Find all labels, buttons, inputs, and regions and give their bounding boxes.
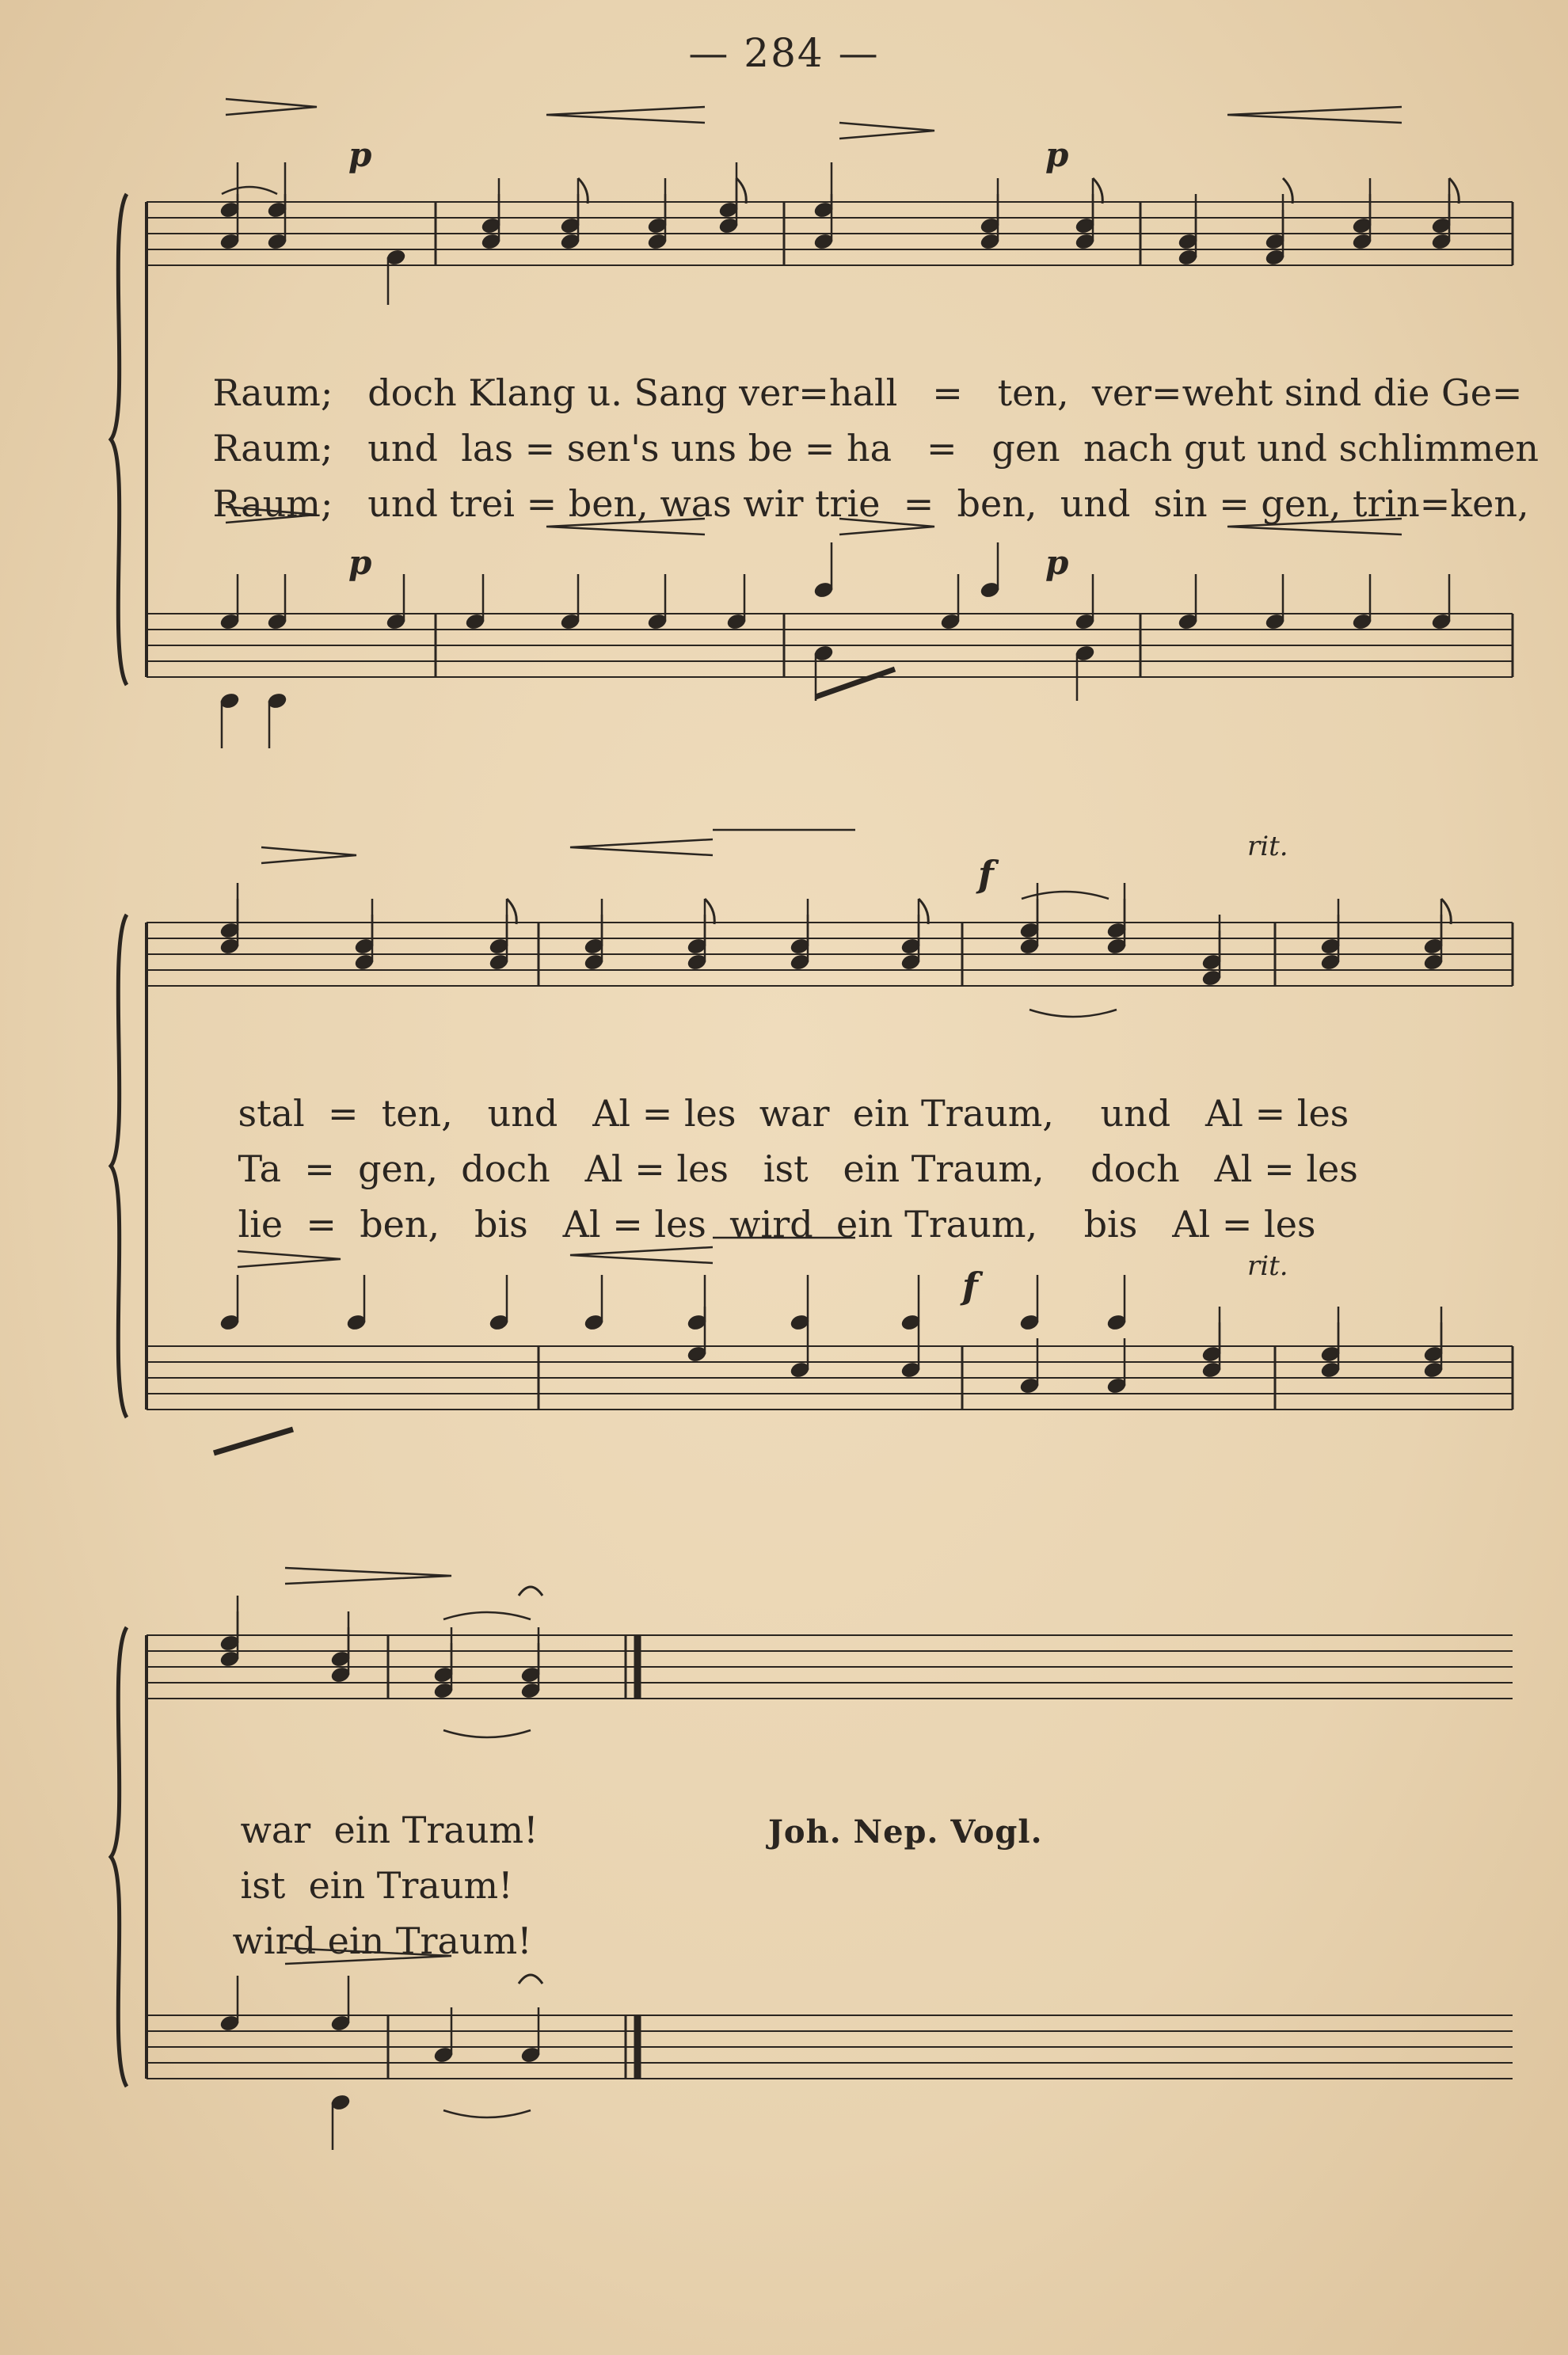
forte-mark: f (978, 853, 994, 896)
lyric-syllable: Raum; (212, 482, 333, 525)
lyric-syllable: und (367, 482, 438, 525)
lyric-syllable: u. (587, 371, 622, 414)
lyric-syllable: = (641, 1092, 673, 1135)
lyric-syllable: schlimmen (1338, 427, 1539, 470)
lyric-syllable: = (804, 427, 835, 470)
lyric-syllable: Al (562, 1203, 601, 1246)
piano-mark: p (1045, 135, 1069, 174)
lyric-syllable: gen, (1261, 482, 1342, 525)
lyric-syllable: wir (743, 482, 804, 525)
lyric-line (192, 1160, 1316, 1288)
decrescendo-hairpin (261, 847, 356, 863)
tie (443, 1730, 531, 1737)
lyric-syllable: ben, (957, 482, 1037, 525)
lyric-syllable: Traum! (376, 1864, 513, 1907)
lyric-syllable: = (903, 482, 934, 525)
lyric-syllable: ha (847, 427, 892, 470)
lyric-syllable: doch (1090, 1147, 1180, 1190)
lyric-syllable: Traum, (911, 1147, 1045, 1190)
lyric-syllable: nach (1083, 427, 1173, 470)
note-flag (919, 899, 928, 924)
lyric-syllable: Al (1205, 1092, 1243, 1135)
lyric-syllable: stal (238, 1092, 305, 1135)
lyric-syllable: ein (852, 1092, 910, 1135)
lyric-syllable: ver=hall (739, 371, 898, 414)
rit-mark: rit. (1247, 831, 1288, 862)
crescendo-hairpin (1227, 107, 1402, 123)
lyric-syllable: = (304, 1147, 335, 1190)
lyric-syllable: trie (815, 482, 881, 525)
lyric-syllable: Raum; (212, 371, 333, 414)
lyric-syllable: Traum! (402, 1809, 539, 1851)
lyric-line (186, 1877, 532, 2005)
lyric-syllable: Klang (468, 371, 576, 414)
lyric-syllable: Al (1172, 1203, 1211, 1246)
lyric-syllable: doch (367, 371, 457, 414)
forte-mark: f (962, 1265, 978, 1307)
lyric-syllable: ein (308, 1864, 366, 1907)
lyric-syllable: Sang (634, 371, 728, 414)
note-flag (1283, 178, 1292, 204)
lyric-syllable: Ta (238, 1147, 282, 1190)
lyric-syllable: Al (584, 1147, 623, 1190)
decrescendo-hairpin (839, 123, 934, 139)
lyric-syllable: und (487, 1092, 558, 1135)
lyric-syllable: gen, (358, 1147, 439, 1190)
lyric-syllable: = (1221, 1203, 1253, 1246)
note-flag (1441, 899, 1451, 924)
tie (1029, 1010, 1117, 1017)
lyric-syllable: ten, (997, 371, 1069, 414)
system-brace (111, 194, 127, 685)
crescendo-hairpin (570, 839, 713, 855)
lyric-syllable: Traum, (904, 1203, 1038, 1246)
lyric-syllable: = (526, 482, 558, 525)
lyric-syllable: be (748, 427, 794, 470)
note-flag (1093, 178, 1102, 204)
lyric-syllable: ver=weht (1091, 371, 1273, 414)
lyric-syllable: und (1060, 482, 1131, 525)
lyric-syllable: und (367, 427, 438, 470)
lyric-syllable: ist (240, 1864, 286, 1907)
lyric-syllable: war (240, 1809, 311, 1851)
lyric-syllable: ist (763, 1147, 809, 1190)
beam (214, 1429, 293, 1453)
lyric-syllable: = (634, 1147, 665, 1190)
lyric-syllable: Ge= (1441, 371, 1523, 414)
tie (443, 2110, 531, 2117)
lyric-syllable: sin (1153, 482, 1208, 525)
lyric-syllable: les (683, 1092, 736, 1135)
note-flag (1449, 178, 1459, 204)
tie (443, 1612, 531, 1619)
decrescendo-hairpin (226, 99, 317, 115)
lyric-syllable: les (1306, 1147, 1358, 1190)
lyric-syllable: wird (232, 1919, 317, 1962)
note-flag (578, 178, 588, 204)
lyric-syllable: die (1372, 371, 1430, 414)
lyric-syllable: war (759, 1092, 830, 1135)
lyric-syllable: les (1263, 1203, 1316, 1246)
lyric-syllable: Traum! (395, 1919, 532, 1962)
lyric-syllable: ein (843, 1147, 900, 1190)
lyric-syllable: les (676, 1147, 729, 1190)
lyric-syllable: = (524, 427, 556, 470)
lyric-line (166, 439, 1529, 568)
lyric-syllable: = (327, 1092, 359, 1135)
decrescendo-hairpin (285, 1568, 451, 1584)
note-flag (705, 899, 714, 924)
lyric-syllable: = (1219, 482, 1250, 525)
lyric-syllable: les (654, 1203, 706, 1246)
lyric-syllable: sind (1284, 371, 1362, 414)
lyric-syllable: les (1296, 1092, 1349, 1135)
lyric-syllable: lie (238, 1203, 284, 1246)
lyric-syllable: Raum; (212, 427, 333, 470)
tie (1022, 892, 1109, 899)
lyric-syllable: doch (461, 1147, 550, 1190)
lyric-syllable: sen's (566, 427, 660, 470)
lyric-syllable: Traum, (920, 1092, 1054, 1135)
piano-mark: p (1045, 543, 1069, 582)
lyric-syllable: Al (592, 1092, 631, 1135)
piano-mark: p (348, 135, 372, 174)
system-brace (111, 1627, 127, 2087)
lyric-syllable: trei (449, 482, 515, 525)
lyric-syllable: gut (1184, 427, 1246, 470)
lyric-syllable: = (612, 1203, 643, 1246)
piano-mark: p (348, 543, 372, 582)
lyric-syllable: bis (1083, 1203, 1138, 1246)
lyric-syllable: wird (729, 1203, 813, 1246)
lyric-syllable: = (1264, 1147, 1295, 1190)
lyric-syllable: uns (671, 427, 736, 470)
lyric-syllable: trin=ken, (1352, 482, 1529, 525)
lyric-syllable: was (660, 482, 732, 525)
crescendo-hairpin (546, 107, 705, 123)
lyric-syllable: = (1254, 1092, 1286, 1135)
page-number: — 284 — (688, 30, 880, 76)
note-flag (736, 178, 746, 204)
lyric-syllable: = (932, 371, 963, 414)
tie (222, 187, 277, 194)
lyric-syllable: ben, (360, 1203, 440, 1246)
lyric-syllable: Al (1214, 1147, 1253, 1190)
system-brace (111, 915, 127, 1417)
lyric-syllable: ben, (568, 482, 649, 525)
lyric-syllable: las (461, 427, 513, 470)
rit-mark: rit. (1247, 1250, 1288, 1282)
composer-credit: Joh. Nep. Vogl. (768, 1813, 1043, 1851)
lyric-syllable: ein (835, 1203, 893, 1246)
note-flag (507, 899, 516, 924)
fermata (519, 1587, 542, 1596)
lyric-syllable: ein (333, 1809, 391, 1851)
lyric-syllable: und (1100, 1092, 1171, 1135)
lyric-syllable: = (306, 1203, 337, 1246)
lyric-syllable: bis (474, 1203, 528, 1246)
lyric-syllable: ein (327, 1919, 385, 1962)
lyric-syllable: und (1257, 427, 1327, 470)
beam (816, 669, 895, 697)
lyric-syllable: ten, (381, 1092, 453, 1135)
lyric-syllable: = (926, 427, 957, 470)
lyric-syllable: gen (991, 427, 1060, 470)
